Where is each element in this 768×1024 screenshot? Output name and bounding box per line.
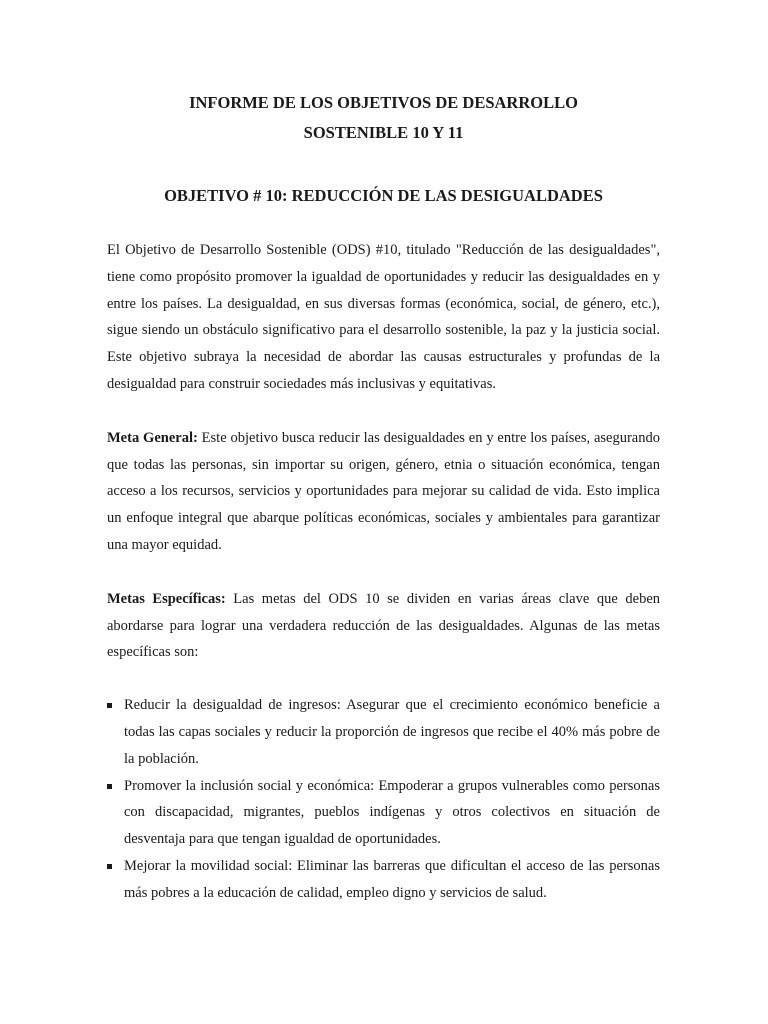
- metas-especificas-paragraph: [107, 586, 660, 666]
- square-bullet-icon: [107, 703, 112, 708]
- objective-heading: OBJETIVO # 10: REDUCCIÓN DE LAS DESIGUALDADES: [164, 186, 603, 205]
- intro-paragraph: El Objetivo de Desarrollo Sostenible (ODS) #10, titulado "Reducción de las desigualdades", tiene como propósito promover la igualdad de oportunidades y reducir las desigualdades en y entre los países. La desigualdad, en sus diversas formas (económica, social, de género, etc.), sigue siendo un obstáculo significativo para el desarrollo sostenible, la paz y la justicia social. Este objetivo subraya la necesidad de abordar las causas estructurales y profundas de la desigualdad para construir sociedades más inclusivas y equitativas.: [107, 242, 660, 392]
- list-item: [107, 853, 660, 907]
- meta-general-label: Meta General:: [107, 429, 198, 446]
- document-page: [107, 88, 660, 907]
- document-title-line-1: INFORME DE LOS OBJETIVOS DE DESARROLLO: [189, 93, 578, 112]
- list-item: [107, 692, 660, 772]
- specific-goals-list: [107, 692, 660, 906]
- metas-especificas-label: Metas Específicas:: [107, 590, 226, 607]
- list-item-text: Mejorar la movilidad social: Eliminar las barreras que dificultan el acceso de las personas más pobres a la educación de calidad, empleo digno y servicios de salud.: [124, 857, 660, 901]
- list-item-text: Promover la inclusión social y económica: Empoderar a grupos vulnerables como personas con discapacidad, migrantes, pueblos indígenas y otros colectivos en situación de desventaja para que tengan igualdad de oportunidades.: [124, 777, 660, 848]
- metas-especificas-text: Las metas del ODS 10 se dividen en varias áreas clave que deben abordarse para lograr una verdadera reducción de las desigualdades. Algunas de las metas específicas son:: [107, 590, 660, 661]
- square-bullet-icon: [107, 864, 112, 869]
- list-item-text: Reducir la desigualdad de ingresos: Asegurar que el crecimiento económico beneficie a todas las capas sociales y reducir la proporción de ingresos que recibe el 40% más pobre de la población.: [124, 697, 660, 767]
- list-item: [107, 773, 660, 853]
- meta-general-text: Este objetivo busca reducir las desigualdades en y entre los países, asegurando que todas las personas, sin importar su origen, género, etnia o situación económica, tengan acceso a los recursos, servicios y oportunidades para mejorar su calidad de vida. Esto implica un enfoque integral que abarque políticas económicas, sociales y ambientales para garantizar una mayor equidad.: [107, 429, 660, 553]
- document-title-line-2: SOSTENIBLE 10 Y 11: [303, 123, 464, 142]
- meta-general-paragraph: [107, 425, 660, 559]
- square-bullet-icon: [107, 784, 112, 789]
